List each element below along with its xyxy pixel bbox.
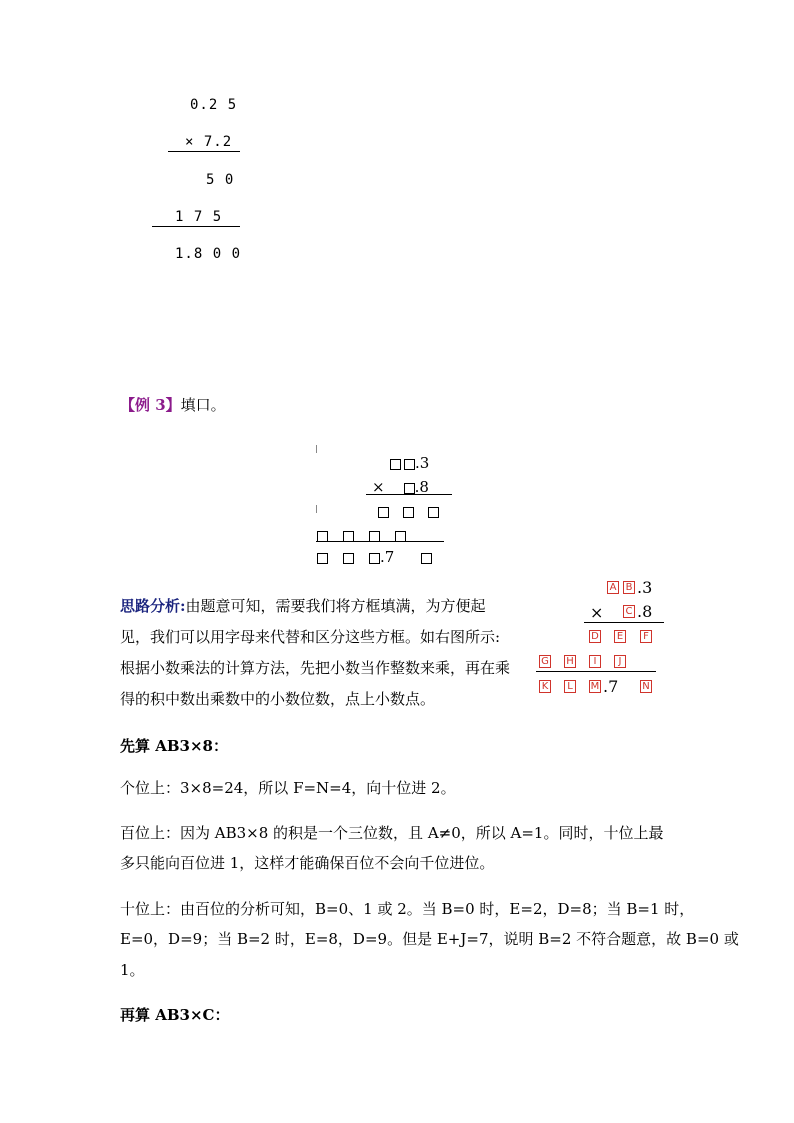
- tens-text-2: E=0，D=9；当 B=2 时，E=8，D=9。但是 E+J=7，说明 B=2 不符合题意，故 B=0 或: [120, 930, 739, 948]
- puzzle-row-3: [378, 502, 439, 521]
- analysis-line-3: 根据小数乘法的计算方法，先把小数当作整数来乘，再在乘: [120, 659, 511, 677]
- puzzle-rule-1: [366, 494, 452, 495]
- letter-box-m: M: [590, 681, 600, 692]
- margin-tick: [316, 445, 317, 453]
- puzzle-digit: .7: [380, 548, 395, 566]
- blank-box: [378, 507, 389, 518]
- calc-partial-1: 5 0: [206, 172, 235, 188]
- analysis-line-4: 得的积中数出乘数中的小数位数，点上小数点。: [120, 690, 436, 708]
- second-heading: 再算 AB3×C：: [120, 1006, 230, 1024]
- puzzle-row-1: [390, 454, 429, 472]
- tens-text-3: 1。: [120, 961, 145, 979]
- diagram-digit: .7: [603, 677, 619, 696]
- blank-box: [404, 483, 415, 494]
- diagram-digit: .8: [637, 602, 653, 621]
- blank-box: [390, 459, 401, 470]
- letter-box-i: I: [589, 655, 601, 668]
- calc-partial-2: 1 7 5: [175, 209, 223, 225]
- calc-rule-2: [152, 226, 240, 227]
- calc-rule-1: [168, 151, 240, 152]
- puzzle-digit: .8: [414, 478, 429, 496]
- blank-box: [403, 507, 414, 518]
- analysis-line-1: [120, 596, 486, 616]
- letter-box-k: K: [539, 680, 551, 693]
- letter-box-b: B: [623, 581, 635, 594]
- diagram-digit: .3: [637, 578, 653, 597]
- blank-box: [428, 507, 439, 518]
- puzzle-digit: .3: [415, 454, 430, 472]
- blank-box: [404, 459, 415, 470]
- diagram-rule-1: [584, 622, 664, 623]
- letter-box-d: D: [589, 630, 601, 643]
- first-heading: 先算 AB3×8：: [120, 737, 228, 755]
- blank-box: [343, 553, 354, 564]
- margin-tick: [316, 505, 317, 513]
- hundreds-text-1: 百位上：因为 AB3×8 的积是一个三位数，且 A≠0，所以 A=1。同时，十位上最: [120, 824, 664, 842]
- example-heading: [120, 395, 226, 415]
- ones-place-text: 个位上：3×8=24，所以 F=N=4，向十位进 2。: [120, 779, 456, 797]
- letter-box-l: L: [564, 680, 576, 693]
- calc-product: 1.8 0 0: [175, 246, 242, 262]
- diagram-times-sign: ×: [590, 603, 604, 622]
- example-title: 填口。: [180, 396, 226, 414]
- puzzle-row-5: [317, 548, 432, 566]
- example-tag: 【例 3】: [120, 396, 181, 414]
- blank-box: [317, 553, 328, 564]
- tens-text-1: 十位上：由百位的分析可知，B=0、1 或 2。当 B=0 时，E=2，D=8；当 B=1 时，: [120, 900, 695, 918]
- calc-multiplicand: 0.2 5: [190, 97, 238, 113]
- letter-box-e: E: [614, 630, 626, 643]
- analysis-label: 思路分析:: [120, 597, 186, 615]
- analysis-text: 由题意可知，需要我们将方框填满，为方便起: [185, 597, 486, 615]
- letter-box-h: H: [564, 655, 576, 668]
- puzzle-rule-2: [316, 541, 444, 542]
- puzzle-row-4: [317, 526, 406, 545]
- letter-box-j: J: [614, 655, 626, 668]
- blank-box: [369, 553, 380, 564]
- times-sign: ×: [372, 478, 385, 496]
- blank-box: [421, 553, 432, 564]
- letter-box-g: G: [539, 655, 551, 668]
- calc-multiplier: × 7.2: [185, 134, 233, 150]
- letter-box-f: F: [640, 630, 652, 643]
- letter-box-c: C: [623, 605, 635, 618]
- diagram-rule-2: [536, 671, 656, 672]
- letter-box-n: N: [640, 680, 652, 693]
- letter-box-a: A: [607, 581, 619, 594]
- hundreds-text-2: 多只能向百位进 1，这样才能确保百位不会向千位进位。: [120, 854, 495, 872]
- analysis-line-2: 见，我们可以用字母来代替和区分这些方框。如右图所示:: [120, 628, 501, 646]
